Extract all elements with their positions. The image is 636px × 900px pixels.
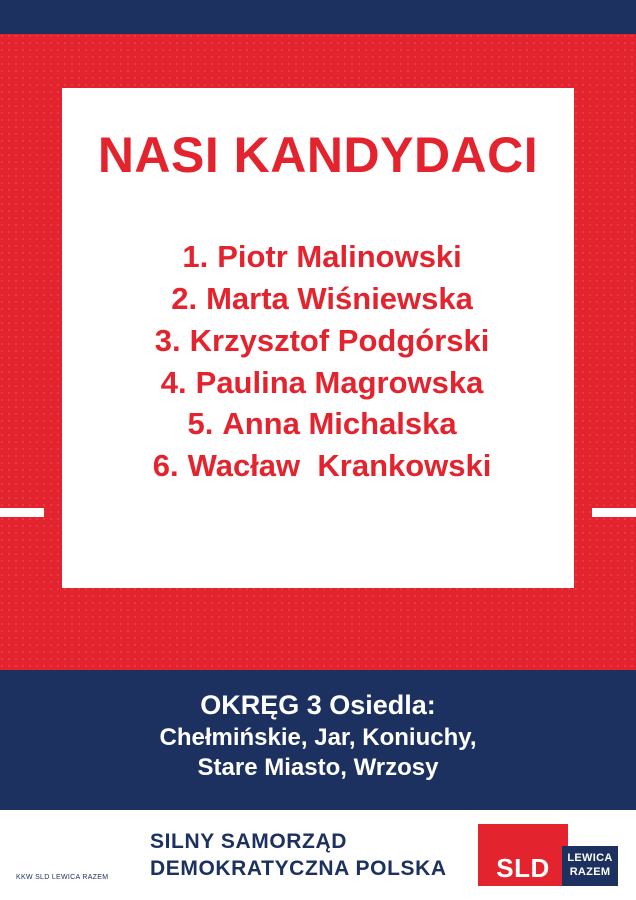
- candidate-number: 1.: [182, 239, 209, 274]
- list-item: [62, 403, 574, 445]
- logo-sld-text: SLD: [496, 853, 550, 883]
- candidate-name: Wacław Krankowski: [187, 448, 492, 484]
- candidate-number: 5.: [187, 406, 214, 442]
- candidate-name: Piotr Malinowski: [217, 239, 462, 274]
- list-item: [62, 445, 574, 487]
- candidate-number: 2.: [171, 280, 198, 316]
- left-white-slash: [0, 508, 44, 517]
- candidates-list: [62, 236, 574, 487]
- top-navy-band: [0, 0, 636, 34]
- slogan: [150, 828, 447, 883]
- candidate-name: Anna Michalska: [222, 406, 457, 442]
- district-band: [0, 670, 636, 810]
- district-heading: OKRĘG 3 Osiedla:: [200, 690, 436, 720]
- district-neighbourhoods-line-2: Stare Miasto, Wrzosy: [197, 754, 439, 782]
- slogan-line-2: DEMOKRATYCZNA POLSKA: [150, 857, 447, 881]
- right-white-slash: [592, 508, 636, 517]
- candidate-number: 4.: [160, 364, 187, 400]
- logo-lewica-razem-block: [562, 846, 618, 886]
- candidate-name: Krzysztof Podgórski: [189, 322, 490, 358]
- candidate-name: Paulina Magrowska: [195, 364, 484, 400]
- list-item: [62, 236, 574, 278]
- list-item: [62, 320, 574, 362]
- candidates-card: [62, 88, 574, 588]
- district-neighbourhoods-line-1: Chełmińskie, Jar, Koniuchy,: [159, 723, 477, 751]
- logo-lewica-text: LEWICA: [567, 852, 613, 864]
- logo-razem-text: RAZEM: [569, 865, 611, 878]
- committee-fineprint: KKW SLD LEWICA RAZEM: [16, 874, 109, 881]
- page-title: NASI KANDYDACI: [97, 127, 539, 183]
- candidate-name: Marta Wiśniewska: [206, 280, 473, 316]
- list-item: [62, 362, 574, 404]
- footer: [0, 810, 636, 900]
- slogan-line-1: SILNY SAMORZĄD: [150, 830, 348, 853]
- candidate-number: 3.: [154, 322, 181, 358]
- candidate-number: 6.: [152, 448, 179, 484]
- sld-lewica-razem-logo: [478, 824, 618, 886]
- list-item: [62, 278, 574, 320]
